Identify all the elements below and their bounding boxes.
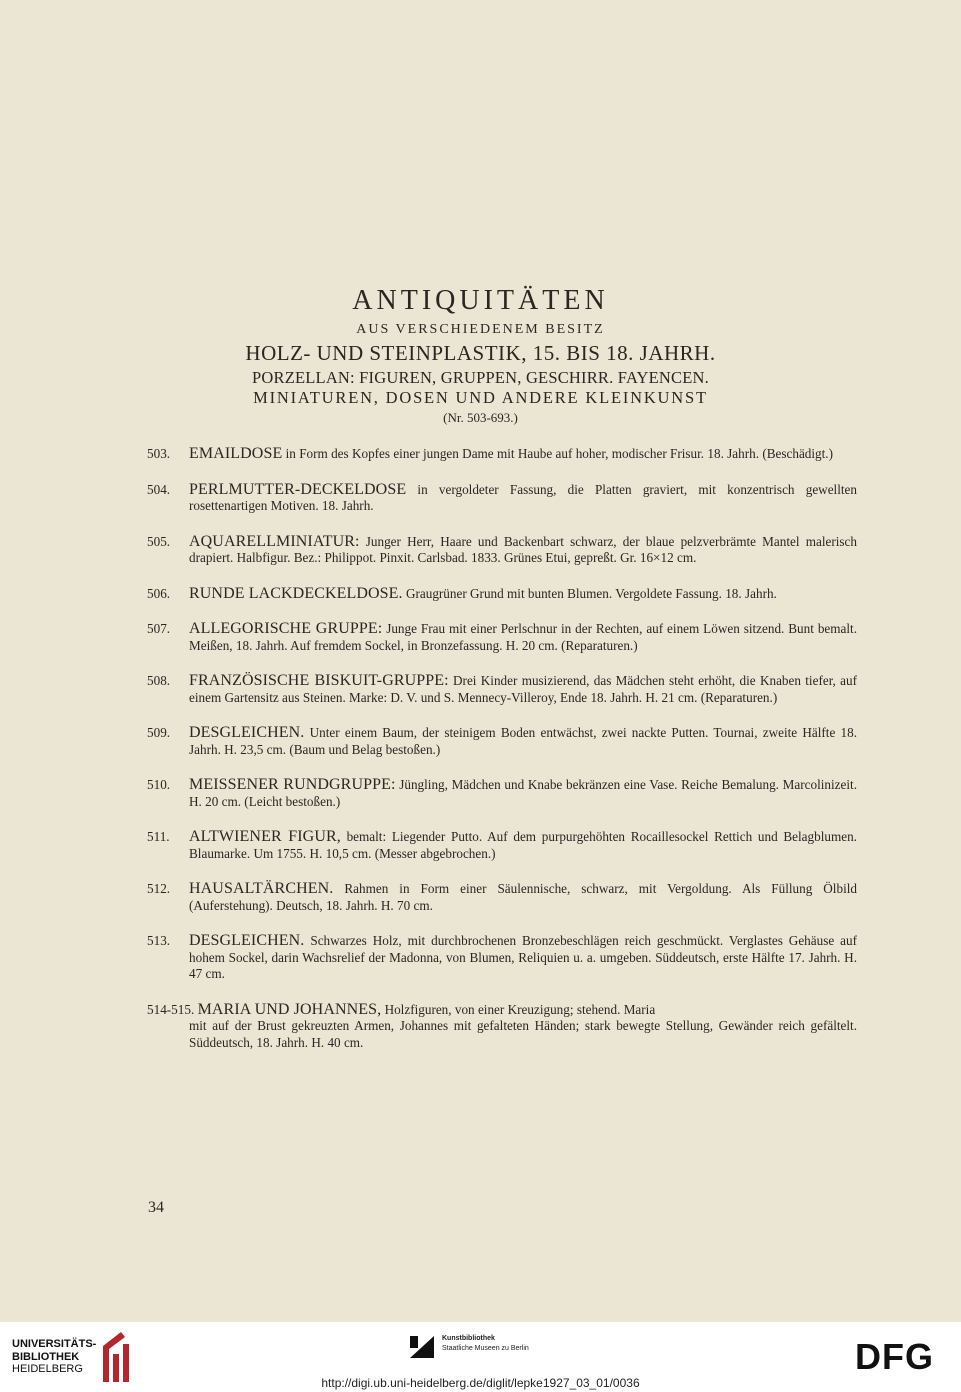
lot-entry-514-515	[147, 1002, 857, 1052]
library-name-line2: BIBLIOTHEK	[12, 1350, 80, 1363]
lot-text: bemalt: Liegender Putto. Auf dem purpurgehöhten Rocaillesockel Rettich und Belagblumen. Blaumarke. Um 1755. H. 10,5 cm. (Messer abgebrochen.)	[189, 829, 857, 861]
lot-title: ALLEGORISCHE GRUPPE:	[189, 620, 383, 637]
lot-number: 505.	[147, 533, 171, 549]
lot-list	[147, 446, 857, 1070]
section-subheading-miniatures: MINIATUREN, DOSEN UND ANDERE KLEINKUNST	[253, 388, 708, 407]
lot-title: MEISSENER RUNDGRUPPE:	[189, 776, 396, 793]
lot-title: DESGLEICHEN.	[189, 724, 305, 741]
lot-description-rest: mit auf der Brust gekreuzten Armen, Johannes mit gefalteten Händen; stark bewegte Stellung, Gewänder reich gefältelt. Süddeutsch, 18. Jahrh. H. 40 cm.	[189, 1018, 857, 1050]
lot-title: HAUSALTÄRCHEN.	[189, 880, 334, 897]
lot-number: 512.	[147, 881, 171, 896]
lot-entry	[147, 881, 857, 914]
kunstbibliothek-label[interactable]	[442, 1334, 529, 1354]
lot-text: in vergoldeter Fassung, die Platten graviert, mit konzentrisch gewellten rosettenartigen Motiven. 18. Jahrh.	[189, 481, 857, 513]
lot-entry	[147, 534, 857, 567]
lot-entry	[147, 777, 857, 810]
lot-entry	[147, 621, 857, 654]
lot-number: 506.	[147, 585, 171, 601]
lot-number: 514-515.	[147, 1001, 195, 1017]
lot-text: Jüngling, Mädchen und Knabe bekränzen eine Vase. Reiche Bemalung. Marcolinizeit. H. 20 cm. (Leicht bestoßen.)	[189, 777, 857, 809]
lot-text: Drei Kinder musizierend, das Mädchen steht erhöht, die Knaben tiefer, auf einem Gartensitz aus Steinen. Marke: D. V. und S. Mennecy-Villeroy, Ende 18. Jahrh. H. 21 cm. (Reparaturen.)	[189, 673, 857, 705]
lot-description	[147, 777, 857, 810]
lot-title: ALTWIENER FIGUR,	[189, 828, 341, 845]
catalog-subtitle: AUS VERSCHIEDENEM BESITZ	[356, 322, 605, 337]
lot-number: 503.	[147, 446, 171, 461]
lot-description	[147, 446, 857, 463]
lot-description	[147, 725, 857, 758]
lot-title: PERLMUTTER-DECKELDOSE	[189, 480, 407, 498]
catalog-title: ANTIQUITÄTEN	[352, 285, 609, 316]
lot-number-range: (Nr. 503-693.)	[443, 410, 518, 425]
lot-text: Schwarzes Holz, mit durchbrochenen Bronzebeschlägen reich geschmückt. Verglastes Gehäuse auf hohem Sockel, darin Wachsrelief der Madonna, von Blumen, Reliquien u. a. umgeben. Süddeutsch, erste Hälfte 17. Jahrh. H. 47 cm.	[189, 933, 857, 981]
lot-number: 504.	[147, 481, 171, 497]
library-name-line3: HEIDELBERG	[12, 1363, 83, 1375]
kunstbibliothek-logo-icon	[408, 1334, 436, 1360]
lot-entry	[147, 829, 857, 862]
lot-entry	[147, 482, 857, 515]
lot-description	[147, 673, 857, 706]
lot-description	[147, 534, 857, 567]
lot-number: 508.	[147, 673, 171, 688]
lot-text: Junge Frau mit einer Perlschnur in der Rechten, auf einem Löwen sitzend. Bunt bemalt. Meißen, 18. Jahrh. Auf fremdem Sockel, in Bronzefassung. H. 20 cm. (Reparaturen.)	[189, 621, 857, 653]
lot-entry	[147, 446, 857, 463]
university-library-logo[interactable]	[12, 1338, 96, 1376]
lot-entry	[147, 725, 857, 758]
lot-text: Holzfiguren, von einer Kreuzigung; stehend. Maria	[381, 1001, 656, 1017]
page-number: 34	[148, 1199, 164, 1216]
section-heading: HOLZ- UND STEINPLASTIK, 15. BIS 18. JAHRH.	[245, 341, 716, 365]
lot-title: FRANZÖSISCHE BISKUIT-GRUPPE:	[189, 672, 449, 689]
lot-description	[147, 881, 857, 914]
lot-number: 507.	[147, 621, 171, 636]
lot-description	[147, 621, 857, 654]
lot-entry	[147, 673, 857, 706]
library-name-line1: UNIVERSITÄTS-	[12, 1338, 97, 1350]
lot-text: Unter einem Baum, der steinigem Boden entwächst, zwei nackte Putten. Tournai, zweite Hälfte 18. Jahrh. H. 23,5 cm. (Baum und Belag bestoßen.)	[189, 725, 857, 757]
lot-description	[147, 933, 857, 983]
lot-number: 509.	[147, 725, 171, 740]
kunstbibliothek-name: Kunstbibliothek	[442, 1335, 495, 1342]
dfg-logo[interactable]: DFG	[855, 1336, 934, 1377]
lot-title: RUNDE LACKDECKELDOSE.	[189, 584, 403, 602]
lot-entry	[147, 933, 857, 983]
lot-description	[147, 482, 857, 515]
lot-text: Rahmen in Form einer Säulennische, schwarz, mit Vergoldung. Als Füllung Ölbild (Auferstehung). Deutsch, 18. Jahrh. H. 70 cm.	[189, 881, 857, 913]
lot-title: EMAILDOSE	[189, 445, 283, 462]
lot-title: MARIA UND JOHANNES,	[197, 1000, 382, 1018]
lot-number: 513.	[147, 933, 171, 948]
lot-text: Junger Herr, Haare und Backenbart schwarz, der blaue pelzverbrämte Mantel malerisch drapiert. Halbfigur. Bez.: Philippot. Pinxit. Carlsbad. 1833. Grünes Etui, gepreßt. Gr. 16×12 cm.	[189, 533, 857, 565]
lot-title: DESGLEICHEN.	[189, 932, 305, 949]
lot-text: Graugrüner Grund mit bunten Blumen. Vergoldete Fassung. 18. Jahrh.	[402, 585, 777, 601]
section-subheading-porcelain: PORZELLAN: FIGUREN, GRUPPEN, GESCHIRR. FAYENCEN.	[252, 368, 709, 387]
permalink-url[interactable]: http://digi.ub.uni-heidelberg.de/diglit/lepke1927_03_01/0036	[321, 1376, 640, 1390]
lot-number: 511.	[147, 829, 170, 844]
lot-title: AQUARELLMINIATUR:	[189, 532, 360, 550]
lot-entry	[147, 586, 857, 603]
lot-number: 510.	[147, 777, 171, 792]
lot-description-first-line	[147, 1002, 857, 1019]
lot-description	[147, 586, 857, 603]
lot-text: in Form des Kopfes einer jungen Dame mit Haube auf hoher, modischer Frisur. 18. Jahrh. (Beschädigt.)	[282, 446, 833, 461]
digitization-footer	[0, 1322, 961, 1392]
lot-description	[147, 829, 857, 862]
kunstbibliothek-institution: Staatliche Museen zu Berlin	[442, 1345, 529, 1352]
